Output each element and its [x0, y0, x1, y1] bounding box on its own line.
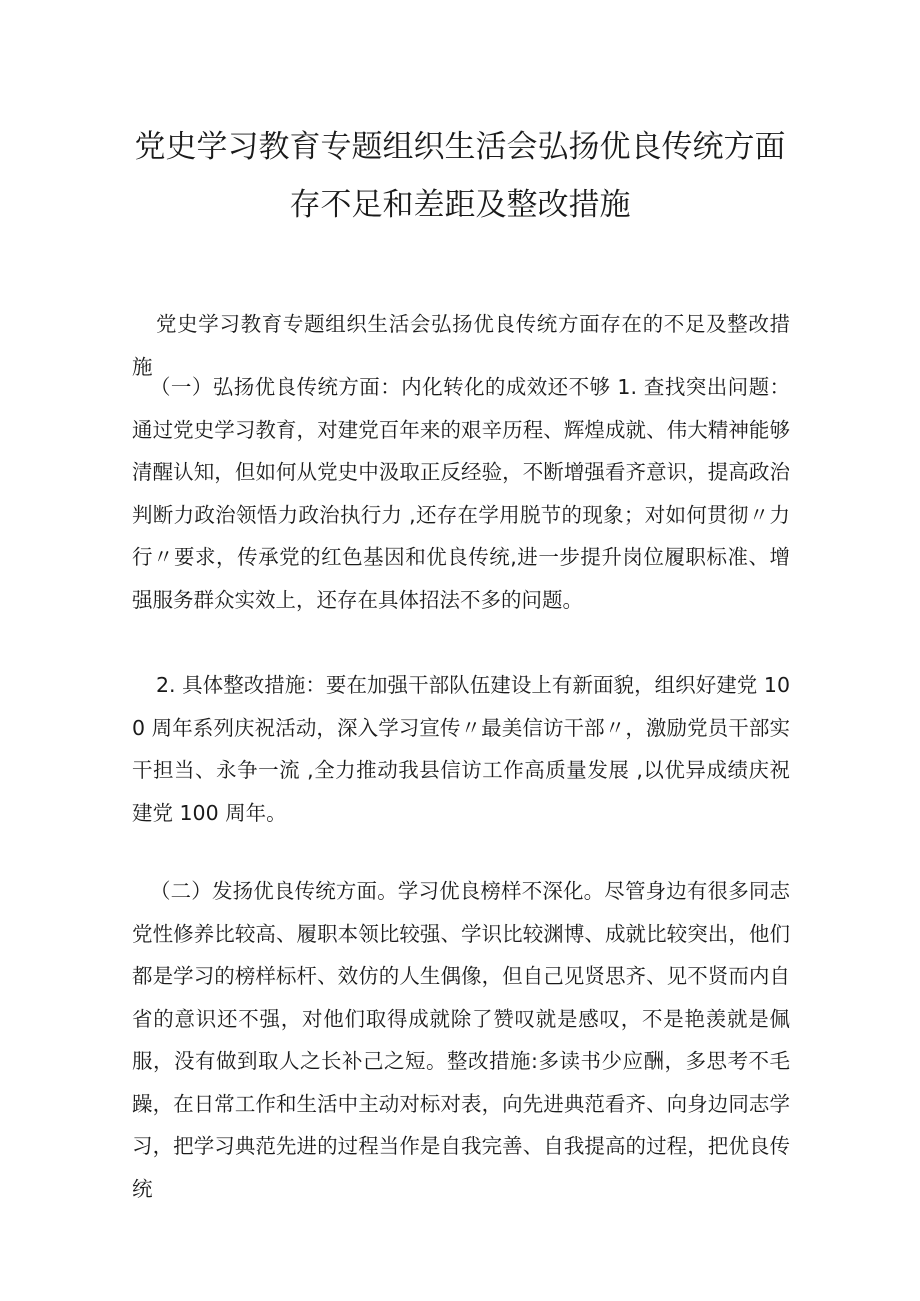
- paragraph-2: 2. 具体整改措施：要在加强干部队伍建设上有新面貌，组织好建党 100 周年系列庆祝活动，深入学习宣传〃最美信访干部〃，激励党员干部实干担当、永争一流 ,全力推动我县信访工作高质量发展 ,以优异成绩庆祝建党 100 周年。: [132, 673, 790, 825]
- document-subtitle: 党史学习教育专题组织生活会弘扬优良传统方面存在的不足及整改措施: [132, 312, 790, 379]
- paragraph-1: （一）弘扬优良传统方面：内化转化的成效还不够 1. 查找突出问题：通过党史学习教育，对建党百年来的艰辛历程、辉煌成就、伟大精神能够清醒认知，但如何从党史中汲取正反经验，不断增强看齐意识，提高政治判断力政治领悟力政治执行力 ,还存在学用脱节的现象；对如何贯彻〃力行〃要求，传承党的红色基因和优良传统,进一步提升岗位履职标准、增强服务群众实效上，还存在具体招法不多的问题。: [132, 375, 790, 612]
- paragraph-3: （二）发扬优良传统方面。学习优良榜样不深化。尽管身边有很多同志党性修养比较高、履职本领比较强、学识比较渊博、成就比较突出，他们都是学习的榜样标杆、效仿的人生偶像，但自己见贤思齐、见不贤而内自省的意识还不强，对他们取得成就除了赞叹就是感叹，不是艳羡就是佩服，没有做到取人之长补己之短。整改措施:多读书少应酬，多思考不毛躁，在日常工作和生活中主动对标对表，向先进典范看齐、向身边同志学习，把学习典范先进的过程当作是自我完善、自我提高的过程，把优良传统: [132, 879, 790, 1201]
- document-title: 党史学习教育专题组织生活会弘扬优良传统方面存不足和差距及整改措施: [134, 129, 786, 223]
